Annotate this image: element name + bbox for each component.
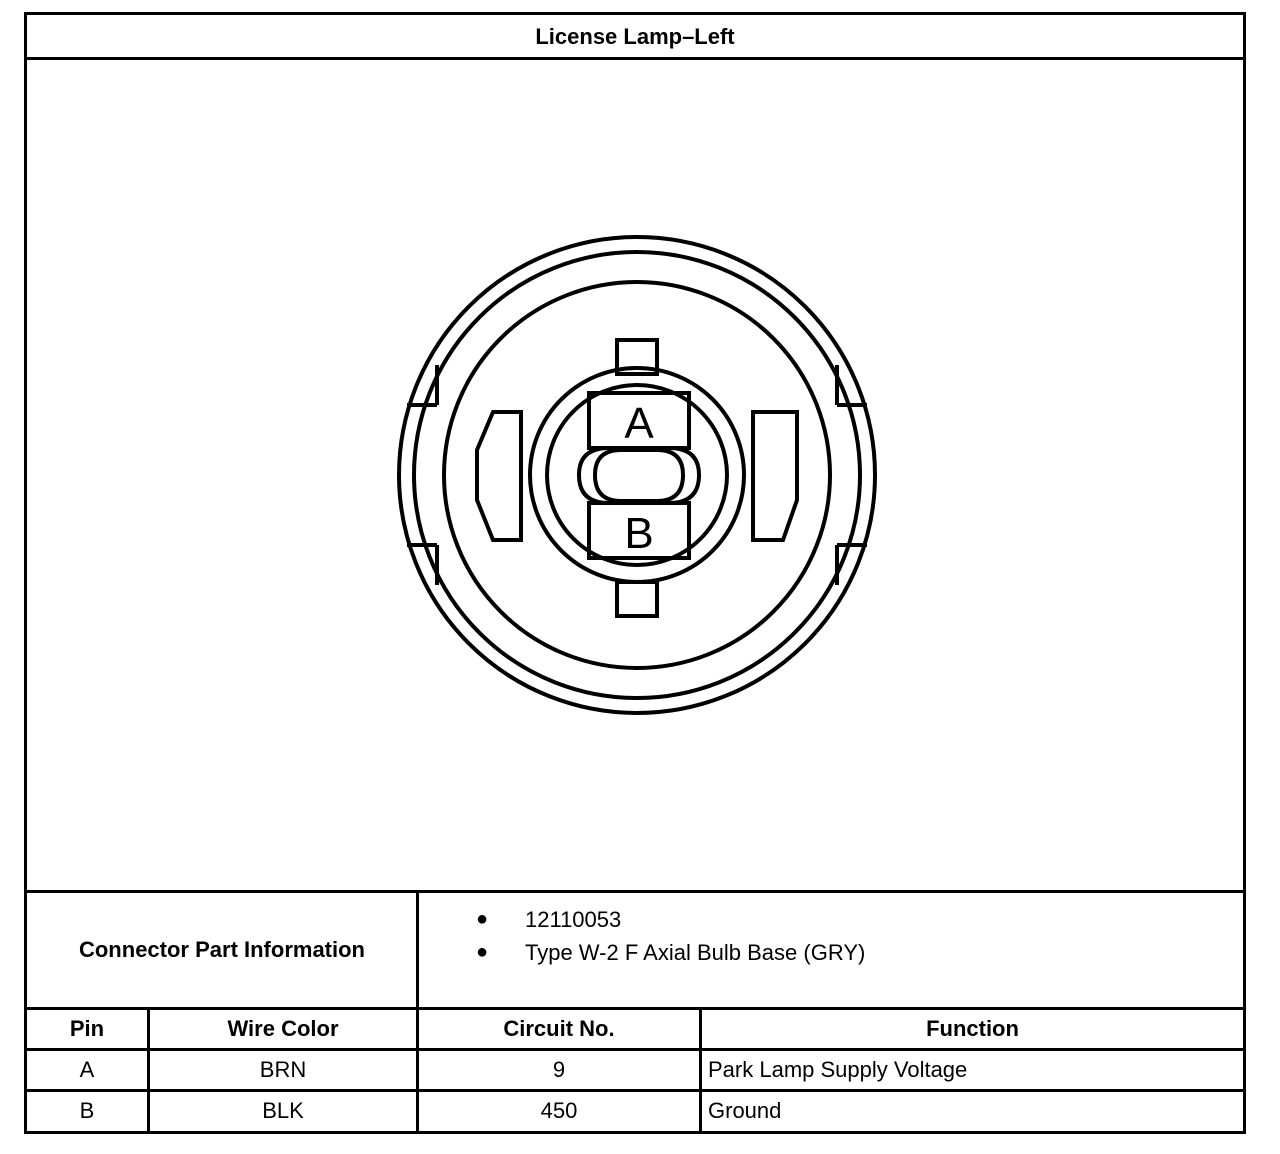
connector-sheet — [24, 12, 1246, 1134]
pin-a-label: A — [624, 399, 654, 448]
outer-ring — [399, 237, 875, 713]
outer-ring-inner — [414, 252, 860, 698]
header-wire-color: Wire Color — [227, 1016, 339, 1041]
row-a-wire-color: BRN — [259, 1057, 307, 1082]
col-separator-pin — [147, 1010, 150, 1131]
col-separator-wire — [416, 1010, 419, 1131]
pin-b-label: B — [624, 509, 654, 558]
row-b-wire-color: BLK — [262, 1098, 304, 1123]
row-a-circuit-no: 9 — [552, 1057, 566, 1082]
right-latch-tab — [753, 412, 797, 540]
bullet-icon: ● — [475, 941, 489, 963]
row-b-function: Ground — [708, 1098, 782, 1123]
center-socket-inner — [595, 450, 683, 501]
header-pin: Pin — [69, 1016, 105, 1041]
row-b-circuit-no: 450 — [540, 1098, 578, 1123]
page-title: License Lamp–Left — [27, 15, 1243, 60]
connector-diagram — [27, 60, 1243, 892]
connector-face-drawing — [27, 60, 1243, 892]
header-function: Function — [926, 1016, 1019, 1041]
col-separator-circuit — [699, 1010, 702, 1131]
bullet-icon: ● — [475, 908, 489, 930]
row-a-function: Park Lamp Supply Voltage — [708, 1057, 968, 1082]
part-info-values — [419, 893, 1243, 1007]
left-latch-tab — [477, 412, 521, 540]
part-number: 12110053 — [525, 907, 622, 932]
row-a-pin: A — [79, 1057, 95, 1082]
part-info-label: Connector Part Information — [78, 937, 365, 962]
header-circuit-no: Circuit No. — [503, 1016, 615, 1041]
part-description: Type W-2 F Axial Bulb Base (GRY) — [525, 940, 866, 965]
bottom-key-slot — [617, 582, 657, 616]
row-b-pin: B — [79, 1098, 95, 1123]
